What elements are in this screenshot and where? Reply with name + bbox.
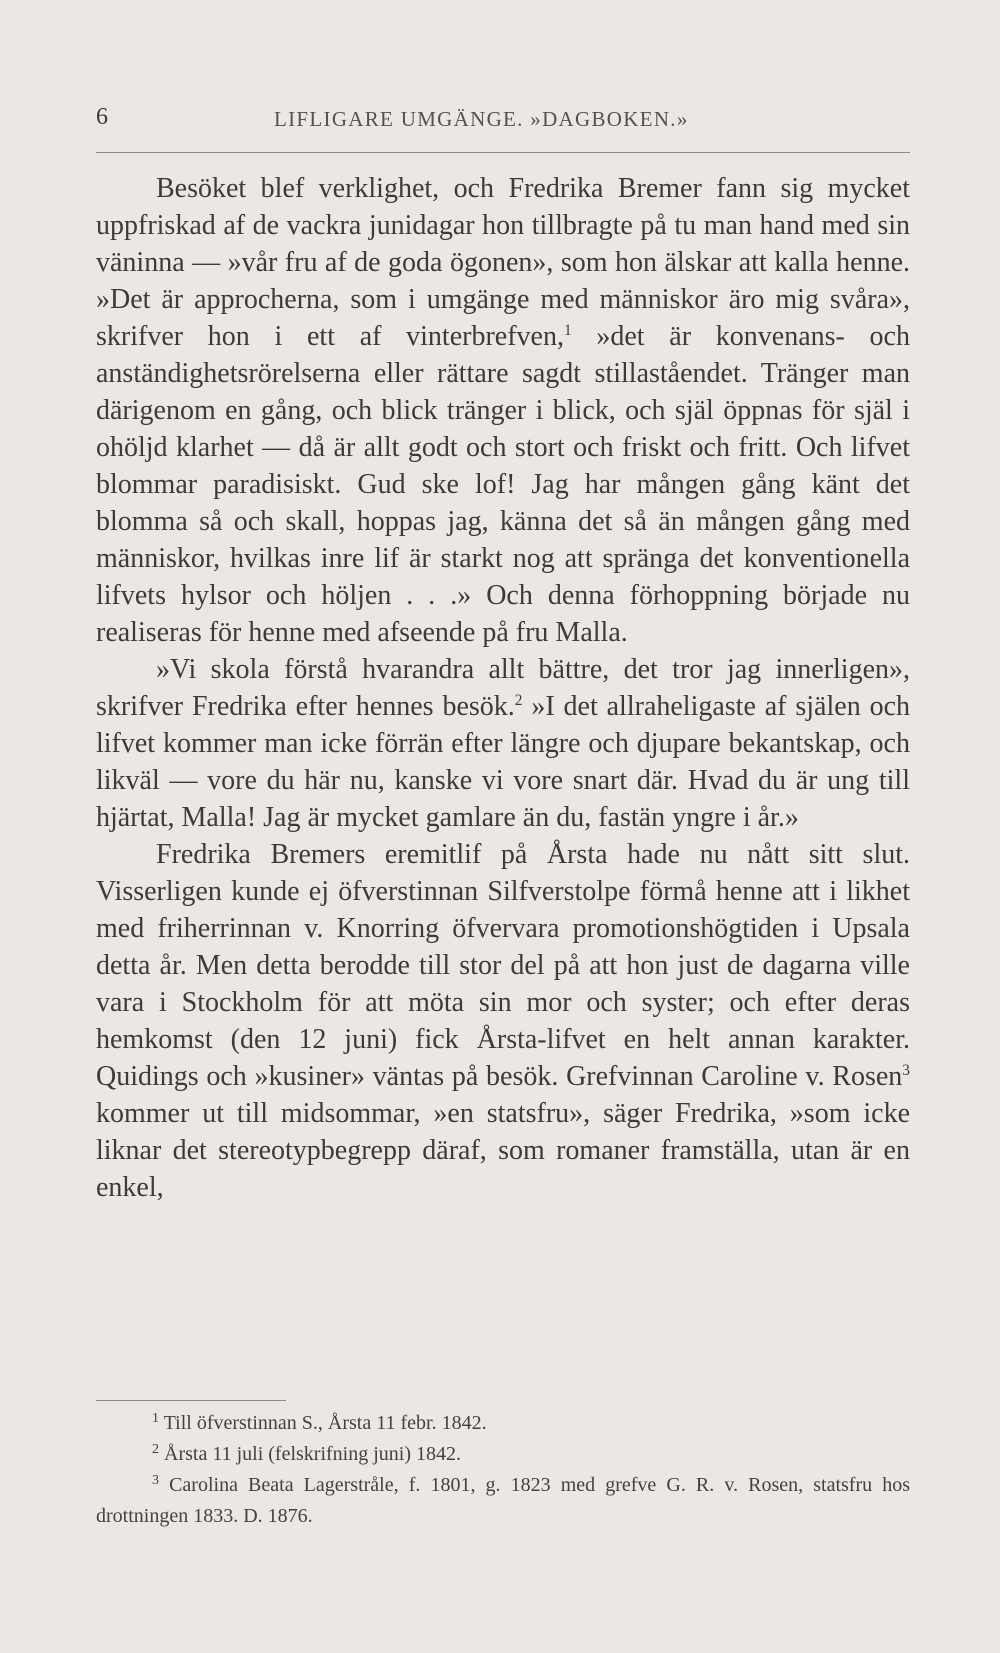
paragraph-1-text-a: Besöket blef verklighet, och Fredrika Bremer fann sig mycket uppfriskad af de vackra junidagar hon tillbragte på tu man hand med sin väninna — »vår fru af de goda ögonen», som hon älskar att kalla henne. »Det är approcherna, som i umgänge med människor äro mig svåra», skrifver hon i ett af vinterbrefven, <box>96 173 910 352</box>
footnote-ref-2: 2 <box>514 692 523 709</box>
footnote-rule <box>96 1400 286 1401</box>
running-title: LIFLIGARE UMGÄNGE. »DAGBOKEN.» <box>274 107 689 131</box>
footnote-mark-2: 2 <box>152 1442 159 1457</box>
paragraph-3-text-b: kommer ut till midsommar, »en statsfru», säger Fredrika, »som icke liknar det stereotypbegrepp däraf, som romaner framställa, utan är en enkel, <box>96 1098 910 1203</box>
footnote-2 <box>96 1439 910 1470</box>
footnote-3-text: Carolina Beata Lagerstråle, f. 1801, g. 1823 med grefve G. R. v. Rosen, statsfru hos drottningen 1833. D. 1876. <box>96 1474 910 1527</box>
paragraph-1 <box>96 170 910 651</box>
paragraph-2-text-a: »Vi skola förstå hvarandra allt bättre, det tror jag innerligen», skrifver Fredrika efter hennes besök. <box>96 654 910 722</box>
footnotes <box>96 1408 910 1532</box>
body-text <box>96 170 910 1206</box>
paragraph-2 <box>96 651 910 836</box>
footnote-1 <box>96 1408 910 1439</box>
paragraph-2-text-b: »I det allraheligaste af själen och lifvet kommer man icke förrän efter längre och djupare bekantskap, och likväl — vore du här nu, kanske vi vore snart där. Hvad du är ung till hjärtat, Malla! Jag är mycket gamlare än du, fastän yngre i år.» <box>96 691 910 833</box>
footnote-mark-1: 1 <box>152 1411 159 1426</box>
footnote-3 <box>96 1470 910 1532</box>
running-head <box>96 104 916 136</box>
page-number: 6 <box>96 104 108 130</box>
paragraph-3-text-a: Fredrika Bremers eremitlif på Årsta hade nu nått sitt slut. Visserligen kunde ej öfverstinnan Silfverstolpe förmå henne att i likhet med friherrinnan v. Knorring öfvervara promotionshögtiden i Upsala detta år. Men detta berodde till stor del på att hon just de dagarna ville vara i Stockholm för att möta sin mor och syster; och efter deras hemkomst (den 12 juni) fick Årsta-lifvet en helt annan karakter. Quidings och »kusiner» väntas på besök. Grefvinnan Caroline v. Rosen <box>96 839 910 1092</box>
paragraph-3 <box>96 836 910 1206</box>
footnote-mark-3: 3 <box>152 1473 159 1488</box>
paragraph-1-text-b: »det är konvenans- och anständighetsrörelserna eller rättare sagdt stillaståendet. Tränger man därigenom en gång, och blick tränger i blick, och själ öppnas för själ i ohöljd klarhet — då är allt godt och stort och friskt och fritt. Och lifvet blommar paradisiskt. Gud ske lof! Jag har mången gång känt det blomma så och skall, hoppas jag, känna det så än mången gång med människor, hvilkas inre lif är starkt nog att spränga det konventionella lifvets hylsor och höljen . . .» Och denna förhoppning började nu realiseras för henne med afseende på fru Malla. <box>96 321 910 648</box>
footnote-1-text: Till öfverstinnan S., Årsta 11 febr. 1842. <box>159 1412 487 1434</box>
footnote-2-text: Årsta 11 juli (felskrifning juni) 1842. <box>159 1443 461 1465</box>
footnote-ref-1: 1 <box>563 322 572 339</box>
footnote-ref-3: 3 <box>902 1062 910 1079</box>
header-rule <box>96 152 910 153</box>
